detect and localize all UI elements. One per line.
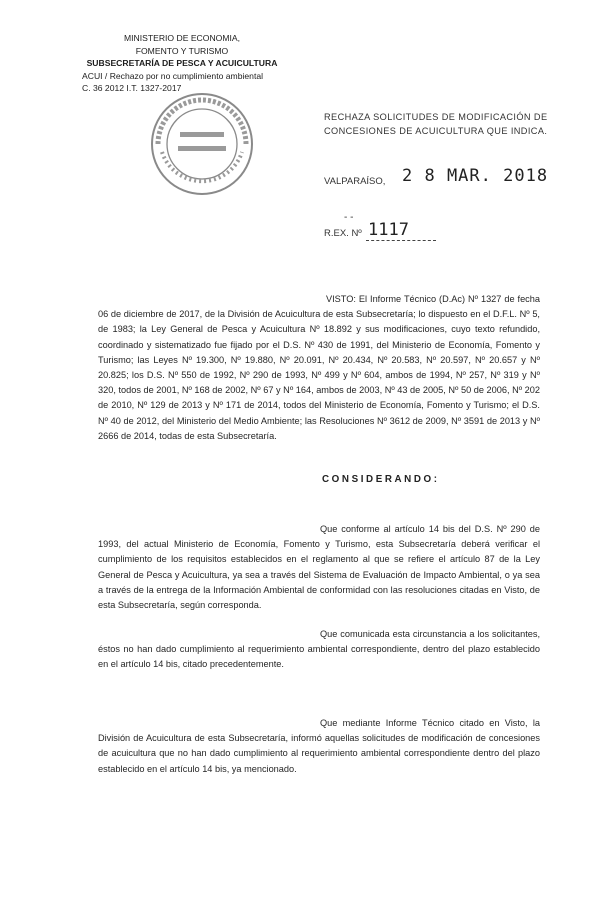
rex-underline [366, 240, 436, 241]
city: VALPARAÍSO, [324, 176, 386, 187]
subsecretaria-line: SUBSECRETARÍA DE PESCA Y ACUICULTURA [86, 58, 278, 68]
reference-code: C. 36 2012 I.T. 1327-2017 [82, 83, 182, 93]
visto-section [98, 292, 540, 444]
date-stamp: 2 8 MAR. 2018 [402, 166, 549, 186]
resolution-title: RECHAZA SOLICITUDES DE MODIFICACIÓN DE CONCESIONES DE ACUICULTURA QUE INDICA. [324, 112, 548, 136]
rex-dash: - - [344, 212, 354, 223]
considerando-paragraph-2 [98, 627, 540, 673]
rex-number: 1117 [368, 220, 409, 240]
considerando-paragraph-1 [98, 522, 540, 613]
p1-text: Que conforme al artículo 14 bis del D.S. Nº 290 de 1993, del actual Ministerio de Economía, Fomento y Turismo, esta Subsecretaría deberá verificar el cumplimiento de los requisitos establecidos en el reglamento al que se refiere el artículo 87 de la Ley General de Pesca y Acuicultura, ya sea a través del Sistema de Evaluación de Impacto Ambiental, o ya sea a través de la entrega de la Información Ambiental de conformidad con las resoluciones citadas en Visto, de esta Subsecretaría, según corresponda. [98, 524, 540, 611]
resolution-number [324, 212, 464, 242]
considerando-heading: CONSIDERANDO: [322, 474, 440, 485]
rex-label: R.EX. Nº [324, 228, 362, 239]
reference-line: ACUI / Rechazo por no cumplimiento ambiental [82, 70, 264, 81]
letterhead [82, 32, 282, 95]
ministry-line-2: FOMENTO Y TURISMO [135, 45, 229, 56]
ministry-line: MINISTERIO DE ECONOMIA, [123, 33, 241, 43]
visto-text: VISTO: El Informe Técnico (D.Ac) Nº 1327 de fecha 06 de diciembre de 2017, de la División de Acuicultura de esta Subsecretaría; lo dispuesto en el D.F.L. Nº 5, de 1983; la Ley General de Pesca y Acuicultura Nº 18.892 y sus modificaciones, cuyo texto refundido, coordinado y sistematizado fue fijado por el D.S. Nº 430 de 1991, del Ministerio de Economía, Fomento y Turismo; las Leyes Nº 19.300, Nº 19.880, Nº 20.091, Nº 20.434, Nº 20.583, Nº 20.597, Nº 20.657 y Nº 20.825; los D.S. Nº 550 de 1992, Nº 290 de 1993, Nº 499 y Nº 604, ambos de 1994, Nº 257, Nº 319 y Nº 320, todos de 2001, Nº 168 de 2002, Nº 67 y Nº 164, ambos de 2003, Nº 43 de 2005, Nº 50 de 2006, Nº 202 de 2010, Nº 129 de 2013 y Nº 171 de 2014, todos del Ministerio de Economía, Fomento y Turismo; el D.S. Nº 40 de 2012, del Ministerio del Medio Ambiente; las Resoluciones Nº 3612 de 2009, Nº 3591 de 2013 y Nº 2666 de 2014, todas de esta Subsecretaría. [98, 294, 540, 441]
p3-text: Que mediante Informe Técnico citado en Visto, la División de Acuicultura de esta Subsecretaría, informó aquellas solicitudes de modificación de concesiones de acuicultura que no han dado cumplimiento al requerimiento ambiental correspondiente dentro del plazo establecido en el artículo 14 bis, ya mencionado. [98, 718, 540, 774]
considerando-paragraph-3 [98, 716, 540, 777]
division-juridica-seal [148, 90, 256, 198]
date-row [324, 166, 564, 192]
p2-text: Que comunicada esta circunstancia a los solicitantes, éstos no han dado cumplimiento al requerimiento ambiental correspondiente, dentro del plazo establecido en el artículo 14 bis, citado precedentemente. [98, 629, 540, 670]
